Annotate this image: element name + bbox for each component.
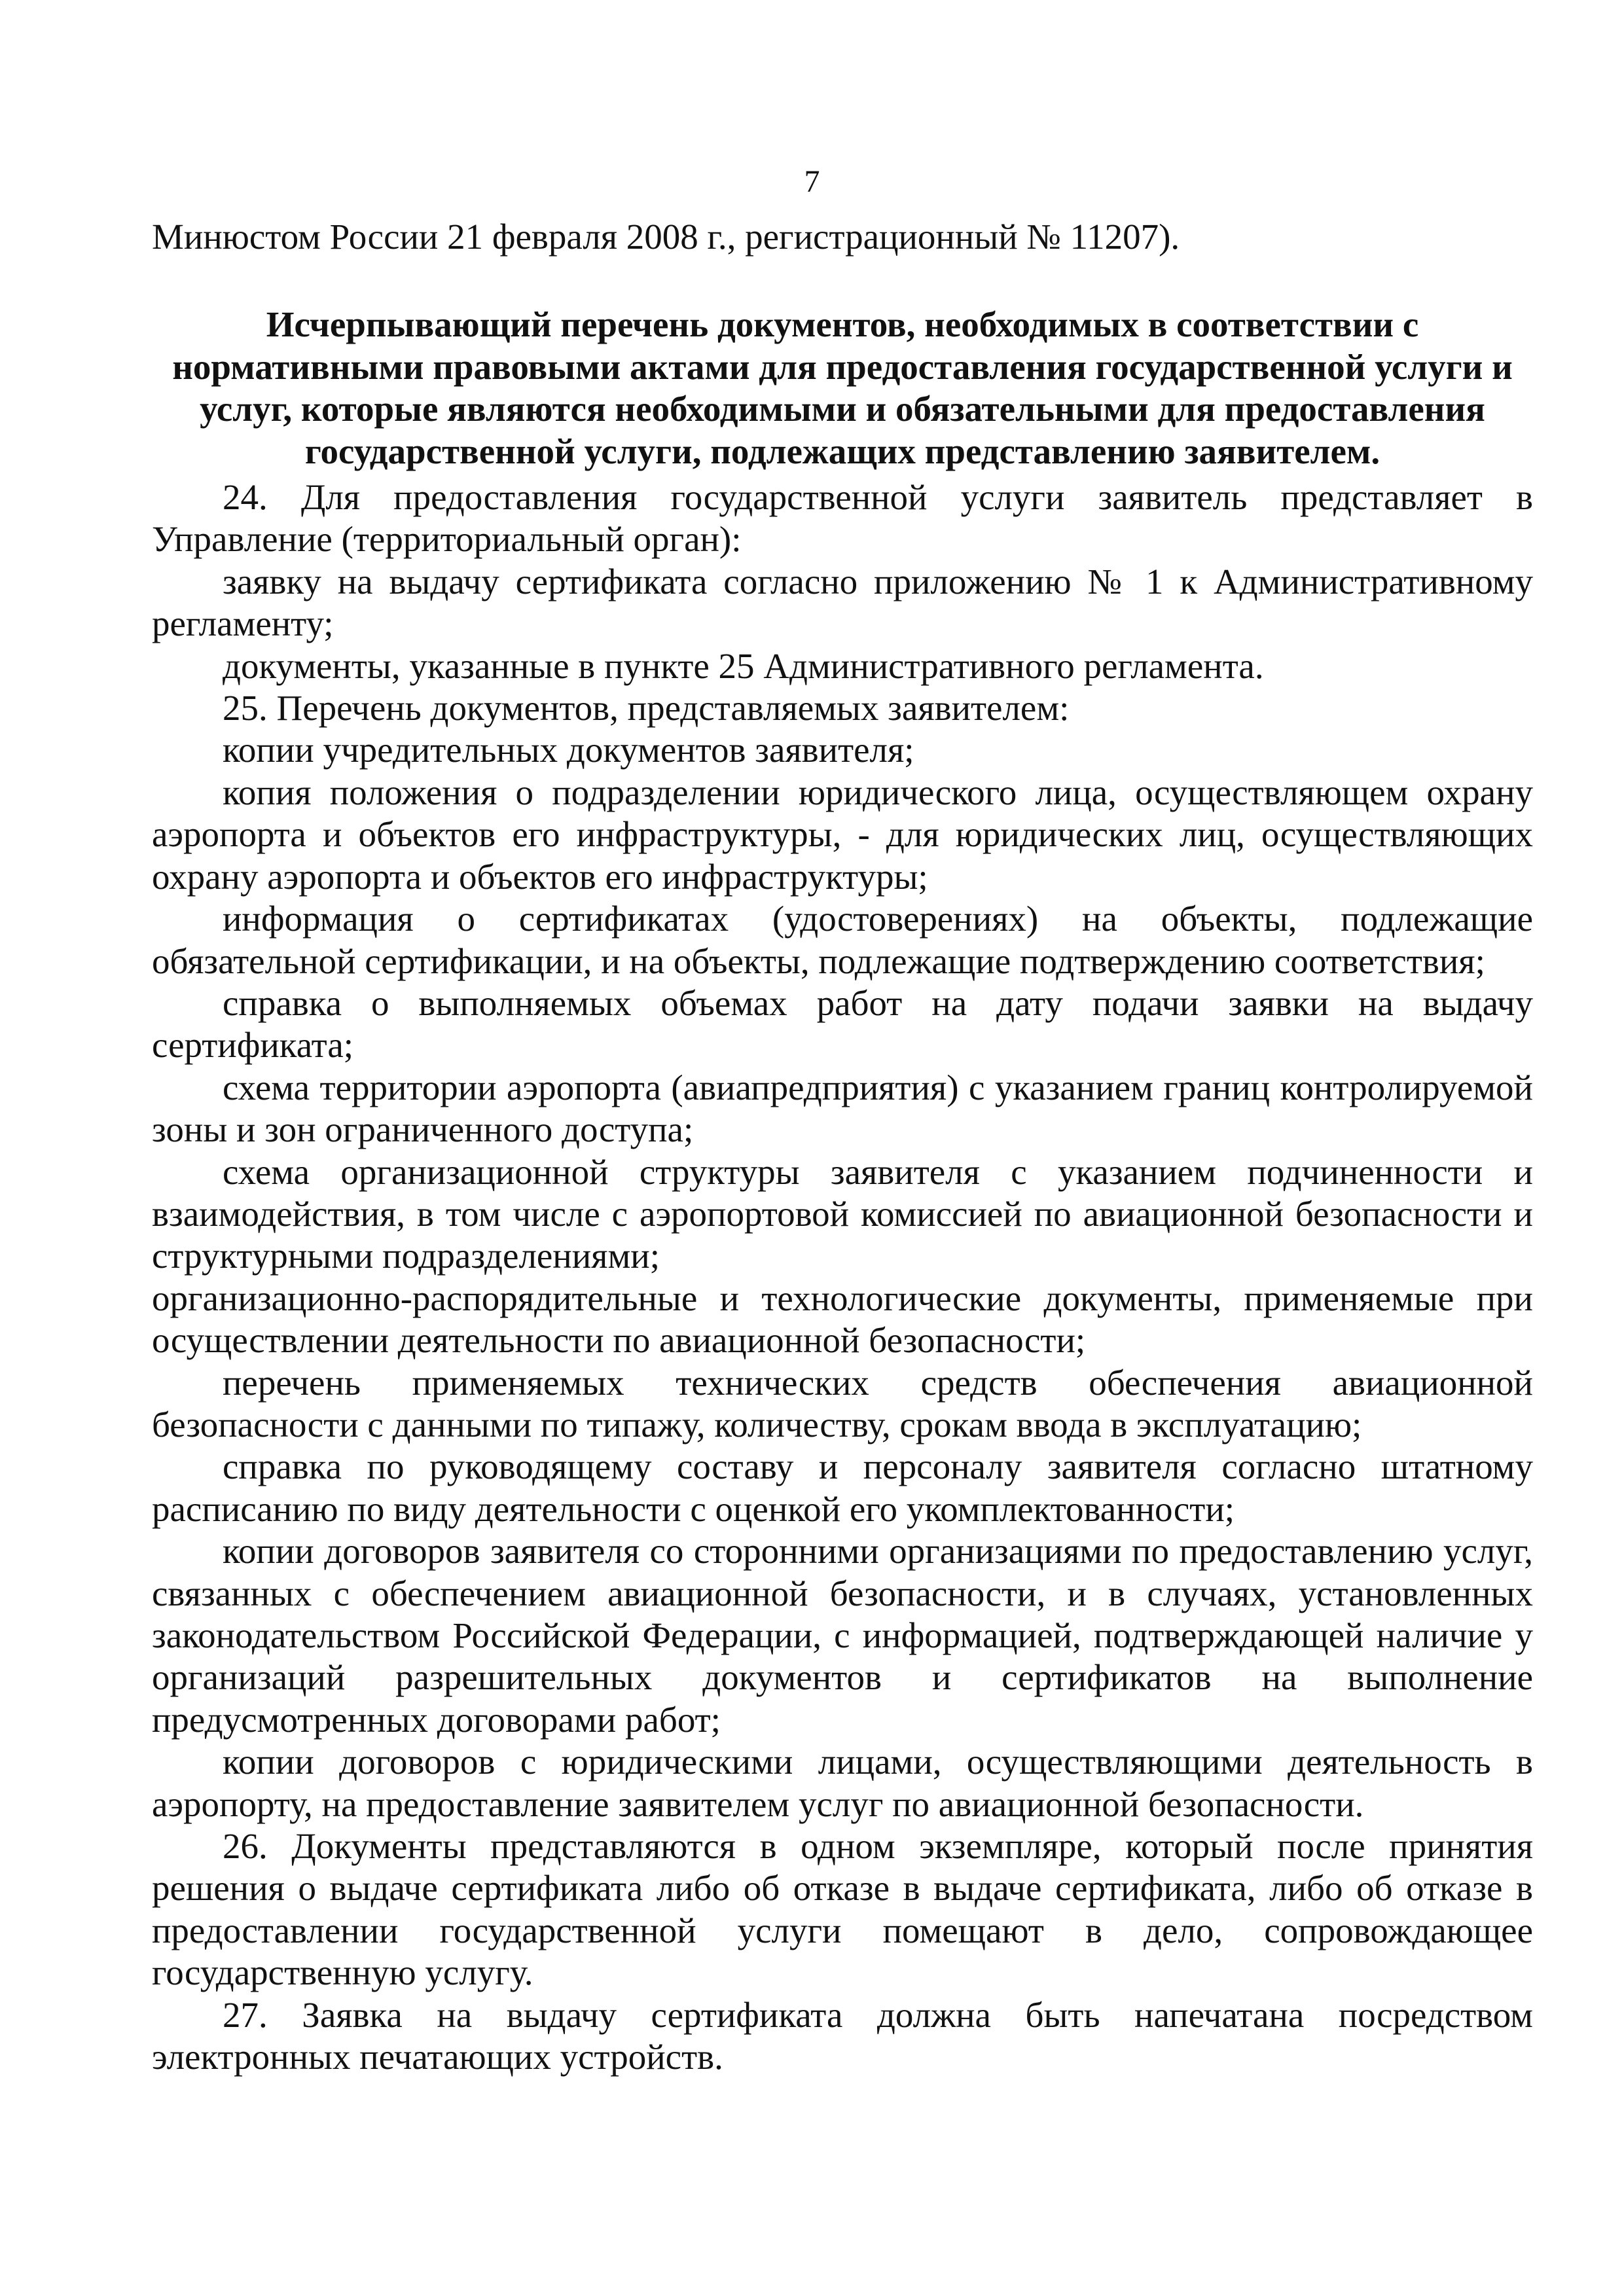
- paragraph-26: 26. Документы представляются в одном экземпляре, который после принятия решения о выдаче сертификата либо об отказе в выдаче сертификата, либо об отказе в предоставлении государственной услуги помещают в дело, сопровождающее государственную услугу.: [152, 1826, 1533, 1993]
- heading-line: государственной услуги, подлежащих представлению заявителем.: [304, 431, 1380, 471]
- list-item: информация о сертификатах (удостоверениях) на объекты, подлежащие обязательной сертификации, и на объекты, подлежащие подтверждению соответствия;: [152, 899, 1533, 981]
- list-item: копии договоров заявителя со сторонними организациями по предоставлению услуг, связанных с обеспечением авиационной безопасности, и в случаях, установленных законодательством Российской Федерации, с информацией, подтверждающей наличие у организаций разрешительных документов и сертификатов на выполнение предусмотренных договорами работ;: [152, 1531, 1533, 1740]
- list-item: схема территории аэропорта (авиапредприятия) с указанием границ контролируемой зоны и зон ограниченного доступа;: [152, 1067, 1533, 1150]
- list-item: копии договоров с юридическими лицами, осуществляющими деятельность в аэропорту, на предоставление заявителем услуг по авиационной безопасности.: [152, 1742, 1533, 1824]
- paragraph-27: 27. Заявка на выдачу сертификата должна быть напечатана посредством электронных печатающих устройств.: [152, 1994, 1533, 2077]
- heading-line: Исчерпывающий перечень документов, необходимых в соответствии с: [266, 304, 1419, 345]
- list-item: документы, указанные в пункте 25 Административного регламента.: [223, 645, 1264, 686]
- heading-line: услуг, которые являются необходимыми и обязательными для предоставления: [200, 389, 1485, 429]
- list-item: перечень применяемых технических средств обеспечения авиационной безопасности с данными по типажу, количеству, срокам ввода в эксплуатацию;: [152, 1362, 1533, 1444]
- list-item: копия положения о подразделении юридического лица, осуществляющем охрану аэропорта и объектов его инфраструктуры, - для юридических лиц, осуществляющих охрану аэропорта и объектов его инфраструктуры;: [152, 772, 1533, 897]
- list-item: справка о выполняемых объемах работ на дату подачи заявки на выдачу сертификата;: [152, 982, 1533, 1066]
- paragraph-25: 25. Перечень документов, представляемых заявителем:: [223, 688, 1070, 728]
- section-heading: [160, 304, 1525, 473]
- list-item: схема организационной структуры заявителя с указанием подчиненности и взаимодействия, в том числе с аэропортовой комиссией по авиационной безопасности и структурными подразделениями;: [152, 1151, 1533, 1276]
- list-item: организационно-распорядительные и технологические документы, применяемые при осуществлении деятельности по авиационной безопасности;: [152, 1278, 1533, 1361]
- document-body: [152, 216, 1533, 2078]
- page-number: 7: [804, 164, 820, 199]
- intro-line: Минюстом России 21 февраля 2008 г., регистрационный № 11207).: [152, 217, 1180, 257]
- heading-line: нормативными правовыми актами для предоставления государственной услуги и: [172, 346, 1513, 387]
- list-item: копии учредительных документов заявителя;: [223, 730, 914, 770]
- list-item: заявку на выдачу сертификата согласно приложению № 1 к Административному регламенту;: [152, 561, 1533, 644]
- paragraph-24: 24. Для предоставления государственной услуги заявитель представляет в Управление (территориальный орган):: [152, 477, 1533, 560]
- list-item: справка по руководящему составу и персоналу заявителя согласно штатному расписанию по виду деятельности с оценкой его укомплектованности;: [152, 1446, 1533, 1529]
